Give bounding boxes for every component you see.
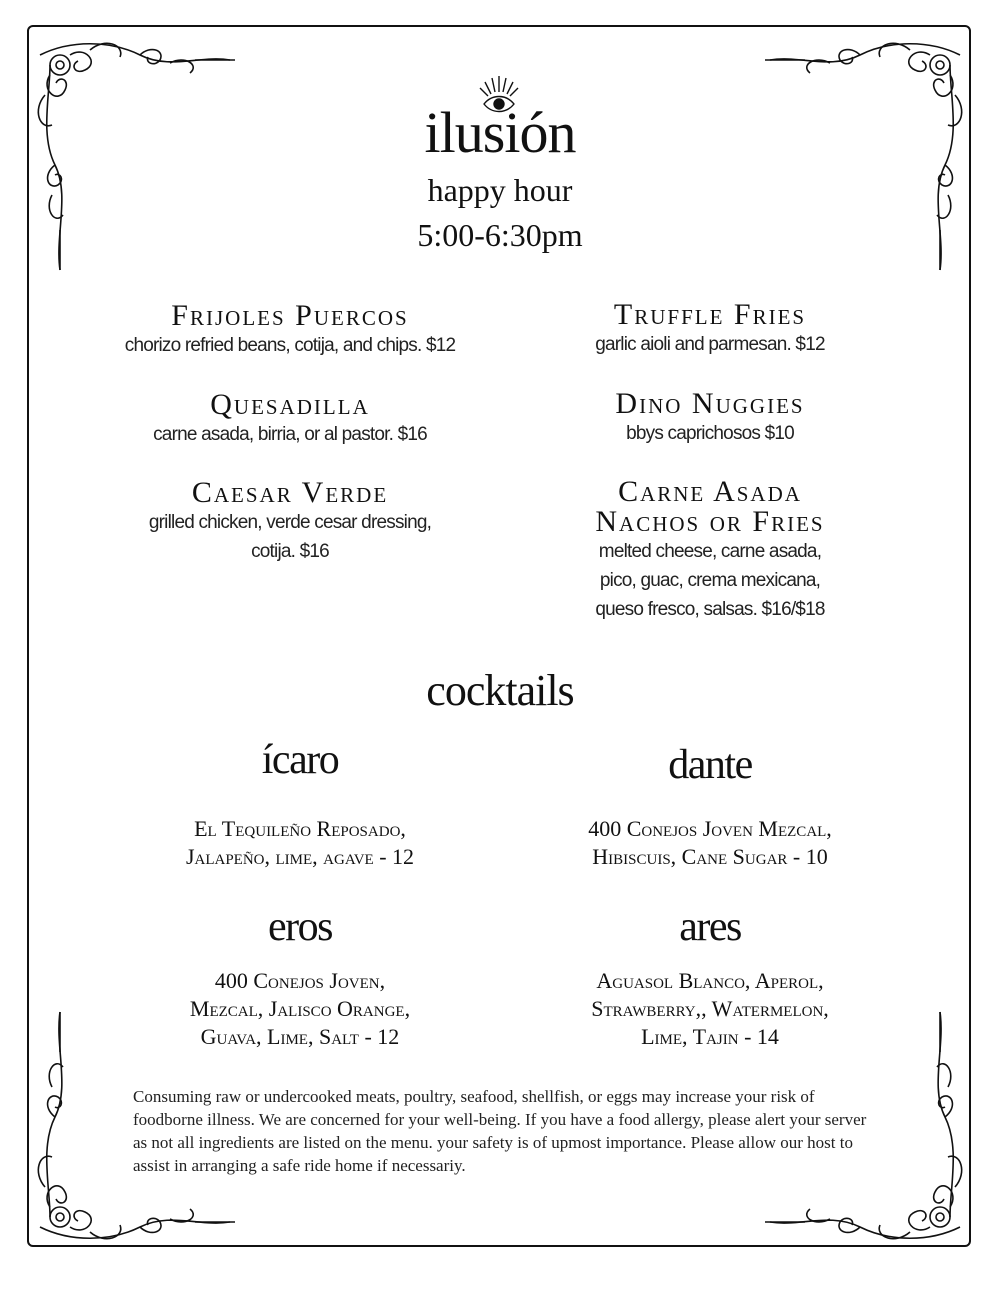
cocktails-heading: cocktails: [426, 666, 574, 715]
menu-item: [80, 390, 500, 449]
menu-item-desc: bbys caprichosos $10: [626, 423, 794, 444]
cocktail-ingredients: 400 Conejos Joven,: [214, 968, 386, 993]
cocktail-item: [130, 735, 470, 871]
happy-hour-subtitle: happy hour: [427, 172, 573, 208]
menu-item-name: Quesadilla: [210, 388, 370, 421]
menu-item: [500, 477, 920, 624]
cocktail-name: dante: [668, 742, 752, 788]
happy-hour-times: 5:00-6:30pm: [417, 217, 583, 253]
menu-item-name: Dino Nuggies: [615, 387, 805, 420]
menu-item-desc: pico, guac, crema mexicana,: [599, 570, 821, 591]
cocktail-name: ares: [679, 904, 741, 950]
menu-item-name: Nachos or Fries: [595, 505, 825, 538]
menu-item-name: Frijoles Puercos: [171, 299, 409, 332]
cocktail-ingredients: 400 Conejos Joven Mezcal,: [588, 816, 832, 841]
cocktail-ingredients: Strawberry,, Watermelon,: [591, 996, 829, 1021]
menu-item-desc: melted cheese, carne asada,: [598, 541, 822, 562]
menu-item-desc: cotija. $16: [251, 541, 329, 562]
cocktail-ingredients: Hibiscuis, Cane Sugar - 10: [592, 844, 828, 869]
menu-item-desc: carne asada, birria, or al pastor. $16: [153, 424, 427, 445]
menu-item-desc: grilled chicken, verde cesar dressing,: [148, 512, 432, 533]
allergy-disclaimer: Consuming raw or undercooked meats, poultry, seafood, shellfish, or eggs may increase your risk of foodborne illness. We are concerned for your well-being. If you have a food allergy, please alert your server as not all ingredients are listed on the menu. your safety is of upmost importance. Please allow our host to assist in arranging a safe ride home if necessariy.: [133, 1087, 867, 1175]
cocktail-name: eros: [268, 904, 332, 950]
menu-item: [80, 478, 500, 566]
cocktail-ingredients: Aguasol Blanco, Aperol,: [596, 968, 824, 993]
cocktail-item: [530, 902, 890, 1051]
cocktail-ingredients: Guava, Lime, Salt - 12: [200, 1024, 400, 1049]
menu-item-name: Carne Asada: [618, 475, 802, 508]
cocktail-ingredients: El Tequileño Reposado,: [194, 816, 406, 841]
cocktail-name: ícaro: [261, 737, 339, 783]
menu-item: [500, 300, 920, 359]
cocktail-ingredients: Mezcal, Jalisco Orange,: [189, 996, 411, 1021]
cocktail-item: [530, 740, 890, 871]
menu-item-desc: queso fresco, salsas. $16/$18: [595, 599, 825, 620]
menu-item: [80, 301, 500, 360]
cocktail-item: [130, 902, 470, 1051]
menu-item-name: Truffle Fries: [613, 298, 807, 331]
cocktail-ingredients: Lime, Tajin - 14: [641, 1024, 779, 1049]
menu-item: [500, 389, 920, 448]
menu-item-desc: chorizo refried beans, cotija, and chips. $12: [124, 335, 456, 356]
cocktail-ingredients: Jalapeño, lime, agave - 12: [185, 844, 415, 869]
menu-item-desc: garlic aioli and parmesan. $12: [595, 334, 825, 355]
brand-title: ilusión: [424, 100, 576, 165]
menu-item-name: Caesar Verde: [191, 476, 389, 509]
